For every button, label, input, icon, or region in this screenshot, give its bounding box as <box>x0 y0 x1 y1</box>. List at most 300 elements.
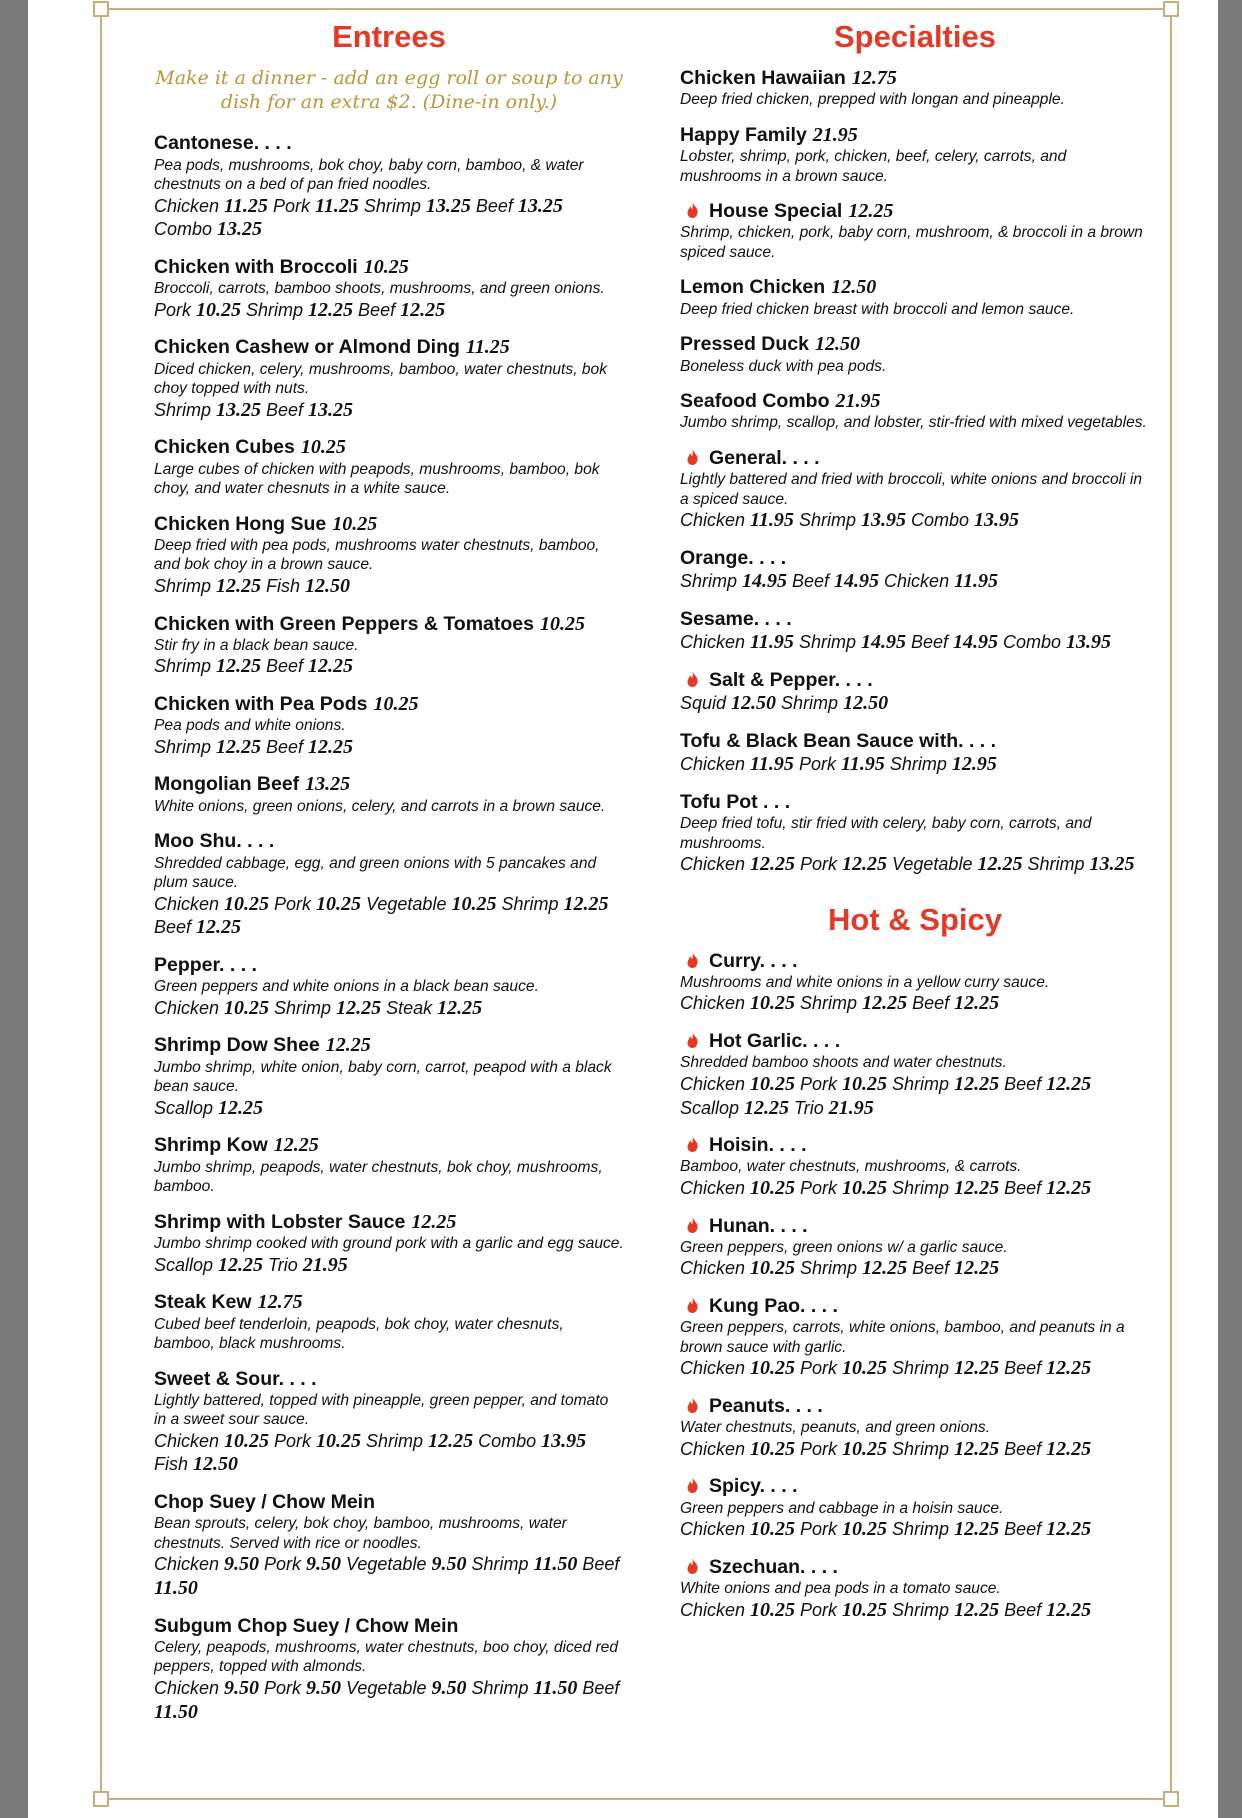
option-label: Chicken <box>680 1358 751 1379</box>
option-price: 12.25 <box>954 1257 1000 1280</box>
option-price: 12.25 <box>437 996 483 1019</box>
item-name: Curry. . . . <box>709 949 798 972</box>
option-label: Shrimp <box>793 510 861 531</box>
option-label: Shrimp <box>887 1073 955 1094</box>
item-name-line <box>680 1395 1150 1418</box>
item-options <box>154 1677 624 1724</box>
option-label: Shrimp <box>887 1519 955 1540</box>
item-options <box>680 692 1150 716</box>
flame-icon <box>686 1397 699 1413</box>
option-label: Pork <box>795 1358 843 1379</box>
item-name: Salt & Pepper. . . . <box>709 668 873 691</box>
item-options <box>154 1097 624 1121</box>
menu-item <box>680 200 1150 262</box>
item-options <box>680 509 1150 533</box>
item-name: Szechuan. . . . <box>709 1555 838 1578</box>
item-name: Orange. . . . <box>680 546 787 569</box>
item-name: House Special <box>709 199 843 222</box>
option-label: Shrimp <box>241 299 309 320</box>
item-name-line <box>154 693 624 716</box>
item-description: Bamboo, water chestnuts, mushrooms, & carrots. <box>680 1158 1022 1176</box>
item-description: Shrimp, chicken, pork, baby corn, mushroom, & broccoli in a brown spiced sauce. <box>680 224 1143 261</box>
option-price: 10.25 <box>224 996 270 1019</box>
item-name: Lemon Chicken <box>680 276 826 299</box>
option-label: Shrimp <box>795 1258 863 1279</box>
option-price: 9.50 <box>306 1553 342 1576</box>
option-price: 11.50 <box>533 1553 578 1576</box>
option-label: Chicken <box>879 571 955 592</box>
option-label: Chicken <box>154 1554 225 1575</box>
option-price: 10.25 <box>750 1518 796 1541</box>
option-label: Chicken <box>154 997 225 1018</box>
frame-corner <box>1163 1 1179 17</box>
menu-item <box>154 1491 624 1601</box>
item-options <box>154 1430 624 1477</box>
item-options <box>680 1073 1150 1120</box>
option-label: Trio <box>789 1097 829 1118</box>
option-label: Shrimp <box>466 1677 534 1698</box>
option-label: Shrimp <box>154 656 217 677</box>
menu-item <box>680 333 1150 376</box>
item-description: Green peppers and white onions in a black bean sauce. <box>154 978 539 996</box>
option-price: 10.25 <box>750 1437 796 1460</box>
menu-item <box>154 1291 624 1353</box>
item-description: White onions, green onions, celery, and carrots in a brown sauce. <box>154 797 606 815</box>
item-name-line <box>154 830 624 853</box>
option-label: Fish <box>154 1454 194 1475</box>
item-price: 21.95 <box>835 390 881 413</box>
option-price: 12.25 <box>308 298 354 321</box>
item-description: Pea pods and white onions. <box>154 717 346 735</box>
option-price: 12.25 <box>308 655 354 678</box>
option-label: Squid <box>680 693 732 714</box>
item-price: 10.25 <box>332 512 378 535</box>
option-label: Shrimp <box>269 997 337 1018</box>
menu-item <box>154 132 624 242</box>
option-label: Shrimp <box>1022 854 1090 875</box>
option-label: Beef <box>154 917 197 938</box>
option-price: 13.25 <box>308 398 354 421</box>
option-price: 12.25 <box>954 1072 1000 1095</box>
item-name: Hunan. . . . <box>709 1214 808 1237</box>
item-price: 12.25 <box>411 1210 457 1233</box>
item-options <box>154 893 624 940</box>
option-price: 12.50 <box>193 1453 239 1476</box>
option-price: 12.25 <box>1046 1072 1092 1095</box>
option-label: Pork <box>795 1438 843 1459</box>
option-price: 12.25 <box>308 735 354 758</box>
item-options <box>680 853 1150 877</box>
item-options <box>680 570 1150 594</box>
option-label: Beef <box>999 1599 1047 1620</box>
flame-icon <box>686 202 699 218</box>
menu-item <box>680 730 1150 777</box>
option-price: 10.25 <box>842 1437 888 1460</box>
option-label: Shrimp <box>496 893 564 914</box>
option-price: 10.25 <box>842 1598 888 1621</box>
item-price: 12.75 <box>851 66 897 89</box>
option-label: Shrimp <box>358 195 426 216</box>
option-price: 10.25 <box>750 992 796 1015</box>
item-description: Boneless duck with pea pods. <box>680 357 887 375</box>
menu-item <box>680 669 1150 716</box>
option-label: Pork <box>269 893 317 914</box>
flame-icon <box>686 1136 699 1152</box>
option-label: Chicken <box>680 1438 751 1459</box>
option-price: 12.25 <box>954 1176 1000 1199</box>
item-description: Shredded bamboo shoots and water chestnuts. <box>680 1054 1007 1072</box>
dinner-note: Make it a dinner - add an egg roll or soup to any dish for an extra $2. (Dine-in only.) <box>155 66 623 113</box>
option-label: Beef <box>470 195 518 216</box>
option-price: 9.50 <box>431 1676 467 1699</box>
option-label: Chicken <box>680 1519 751 1540</box>
item-price: 12.25 <box>273 1134 319 1157</box>
right-column <box>680 18 1150 1636</box>
specialties-title: Specialties <box>834 19 996 54</box>
item-options <box>154 195 624 242</box>
option-label: Chicken <box>680 1073 751 1094</box>
option-price: 10.25 <box>750 1176 796 1199</box>
item-name: Pepper. . . . <box>154 953 257 976</box>
item-description: Shredded cabbage, egg, and green onions with 5 pancakes and plum sauce. <box>154 854 597 892</box>
specialties-list <box>680 67 1150 877</box>
option-label: Pork <box>269 1430 317 1451</box>
item-name-line <box>680 1030 1150 1053</box>
option-price: 12.25 <box>842 853 888 876</box>
item-options <box>154 1254 624 1278</box>
flame-icon <box>686 1477 699 1493</box>
item-description: Jumbo shrimp cooked with ground pork with a garlic and egg sauce. <box>154 1235 624 1253</box>
menu-item <box>680 276 1150 319</box>
item-description: Stir fry in a black bean sauce. <box>154 636 359 654</box>
item-name: Subgum Chop Suey / Chow Mein <box>154 1614 459 1637</box>
item-name: Chicken with Broccoli <box>154 255 358 278</box>
item-name-line <box>154 1491 624 1514</box>
menu-item <box>154 954 624 1020</box>
flame-icon <box>686 952 699 968</box>
menu-item <box>680 390 1150 433</box>
option-label: Shrimp <box>884 754 952 775</box>
item-name: Seafood Combo <box>680 390 830 413</box>
item-description: Jumbo shrimp, scallop, and lobster, stir-fried with mixed vegetables. <box>680 414 1147 432</box>
item-name-line <box>154 256 624 279</box>
option-price: 13.25 <box>1089 853 1135 876</box>
option-price: 10.25 <box>842 1518 888 1541</box>
item-description: Lightly battered and fried with broccoli, white onions and broccoli in a spiced sauce. <box>680 471 1143 508</box>
menu-item <box>680 1134 1150 1200</box>
menu-item <box>154 1368 624 1478</box>
option-price: 10.25 <box>750 1072 796 1095</box>
item-name: Mongolian Beef <box>154 773 300 796</box>
flame-icon <box>686 671 699 687</box>
option-label: Beef <box>999 1438 1047 1459</box>
option-price: 13.25 <box>217 218 263 241</box>
option-price: 13.95 <box>541 1429 587 1452</box>
option-label: Beef <box>787 571 835 592</box>
menu-item <box>154 1615 624 1725</box>
option-price: 9.50 <box>431 1553 467 1576</box>
item-name: Kung Pao. . . . <box>709 1295 838 1318</box>
item-description: Deep fried chicken, prepped with longan and pineapple. <box>680 91 1065 109</box>
item-name-line <box>680 124 1150 147</box>
option-price: 12.25 <box>216 574 262 597</box>
option-price: 12.25 <box>750 853 796 876</box>
item-name-line <box>680 547 1150 570</box>
option-label: Chicken <box>154 1430 225 1451</box>
option-price: 11.95 <box>750 509 794 532</box>
item-name: Sesame. . . . <box>680 607 792 630</box>
option-price: 13.25 <box>517 194 563 217</box>
option-price: 14.95 <box>953 631 998 654</box>
menu-page <box>28 0 1218 1818</box>
option-price: 11.95 <box>750 631 794 654</box>
menu-item <box>680 608 1150 655</box>
menu-item <box>680 791 1150 877</box>
option-label: Pork <box>795 1519 843 1540</box>
frame-corner <box>1163 1791 1179 1807</box>
option-label: Shrimp <box>795 993 863 1014</box>
option-price: 12.25 <box>1046 1176 1092 1199</box>
option-price: 12.25 <box>1046 1598 1092 1621</box>
menu-item <box>680 447 1150 533</box>
option-label: Chicken <box>680 754 751 775</box>
option-label: Pork <box>259 1554 307 1575</box>
flame-icon <box>686 449 699 465</box>
item-description: White onions and pea pods in a tomato sauce. <box>680 1580 1001 1598</box>
item-name-line <box>680 447 1150 470</box>
item-price: 10.25 <box>363 255 409 278</box>
option-price: 11.95 <box>750 753 794 776</box>
item-price: 11.25 <box>465 336 510 359</box>
menu-item <box>154 436 624 498</box>
option-label: Pork <box>259 1677 307 1698</box>
item-description: Lightly battered, topped with pineapple, green pepper, and tomato in a sweet sour sauce. <box>154 1391 609 1429</box>
item-description: Water chestnuts, peanuts, and green onions. <box>680 1419 991 1437</box>
item-name: Chicken Cashew or Almond Ding <box>154 336 460 359</box>
option-price: 11.95 <box>840 753 885 776</box>
option-label: Trio <box>263 1254 303 1275</box>
menu-item <box>154 256 624 322</box>
option-price: 13.95 <box>860 509 906 532</box>
option-price: 12.25 <box>862 1257 908 1280</box>
option-label: Pork <box>795 1073 843 1094</box>
option-price: 10.25 <box>842 1072 888 1095</box>
option-label: Beef <box>261 399 309 420</box>
item-price: 12.50 <box>815 333 860 356</box>
option-price: 10.25 <box>316 892 362 915</box>
option-label: Chicken <box>680 1177 751 1198</box>
item-options <box>154 736 624 760</box>
item-name-line <box>154 954 624 977</box>
option-price: 12.25 <box>1046 1357 1092 1380</box>
item-name-line <box>154 1034 624 1057</box>
item-name: Sweet & Sour. . . . <box>154 1367 317 1390</box>
option-price: 11.95 <box>954 570 998 593</box>
item-description: Deep fried with pea pods, mushrooms water chestnuts, bamboo, and bok choy in a brown sauce. <box>154 536 600 574</box>
option-price: 12.50 <box>731 692 777 715</box>
item-name: Shrimp Dow Shee <box>154 1034 320 1057</box>
option-price: 12.25 <box>1046 1437 1092 1460</box>
menu-item <box>680 1475 1150 1541</box>
option-label: Shrimp <box>680 571 743 592</box>
menu-item <box>680 547 1150 594</box>
item-name-line <box>680 669 1150 692</box>
option-label: Shrimp <box>887 1599 955 1620</box>
option-price: 10.25 <box>316 1429 362 1452</box>
option-price: 14.95 <box>742 570 788 593</box>
option-label: Combo <box>154 219 218 240</box>
option-price: 12.25 <box>1046 1518 1092 1541</box>
option-price: 12.25 <box>954 1357 1000 1380</box>
item-options <box>154 299 624 323</box>
item-name-line <box>154 1291 624 1314</box>
menu-item <box>680 950 1150 1016</box>
item-name: Pressed Duck <box>680 333 809 356</box>
item-options <box>680 1357 1150 1381</box>
option-label: Beef <box>999 1073 1047 1094</box>
item-name: Spicy. . . . <box>709 1475 798 1498</box>
option-label: Beef <box>577 1554 620 1575</box>
option-price: 10.25 <box>842 1357 888 1380</box>
option-price: 14.95 <box>834 570 880 593</box>
option-label: Chicken <box>680 510 751 531</box>
entrees-title: Entrees <box>332 19 446 54</box>
option-label: Shrimp <box>154 399 217 420</box>
option-price: 12.25 <box>196 916 242 939</box>
menu-item <box>680 1395 1150 1461</box>
option-price: 12.25 <box>977 853 1023 876</box>
option-price: 12.50 <box>305 574 351 597</box>
item-name: Tofu Pot . . . <box>680 790 791 813</box>
item-options <box>680 1438 1150 1462</box>
option-price: 10.25 <box>750 1598 796 1621</box>
option-label: Shrimp <box>361 1430 429 1451</box>
item-options <box>680 753 1150 777</box>
item-description: Jumbo shrimp, white onion, baby corn, carrot, peapod with a black bean sauce. <box>154 1058 612 1096</box>
option-label: Chicken <box>680 993 751 1014</box>
item-name-line <box>680 1556 1150 1579</box>
item-description: Celery, peapods, mushrooms, water chestnuts, boo choy, diced red peppers, topped with almonds. <box>154 1638 619 1676</box>
option-price: 13.25 <box>216 398 262 421</box>
item-description: Deep fried chicken breast with broccoli and lemon sauce. <box>680 300 1075 318</box>
flame-icon <box>686 1217 699 1233</box>
item-name-line <box>680 390 1150 413</box>
item-name: Chicken with Pea Pods <box>154 693 368 715</box>
item-options <box>680 1518 1150 1542</box>
item-name-line <box>680 608 1150 631</box>
option-price: 10.25 <box>451 892 497 915</box>
option-label: Steak <box>381 997 438 1018</box>
option-label: Beef <box>999 1519 1047 1540</box>
item-name: Shrimp with Lobster Sauce <box>154 1210 406 1233</box>
option-label: Beef <box>999 1358 1047 1379</box>
item-price: 12.25 <box>848 199 894 222</box>
menu-item <box>680 1215 1150 1281</box>
option-price: 12.25 <box>563 892 609 915</box>
item-name-line <box>154 1615 624 1638</box>
flame-icon <box>686 1297 699 1313</box>
item-options <box>680 1599 1150 1623</box>
option-label: Scallop <box>680 1097 745 1118</box>
option-price: 12.25 <box>218 1096 264 1119</box>
option-label: Shrimp <box>154 575 217 596</box>
option-price: 11.25 <box>314 194 359 217</box>
item-name-line <box>680 1134 1150 1157</box>
option-price: 11.50 <box>533 1676 578 1699</box>
menu-item <box>680 67 1150 110</box>
item-name: Shrimp Kow <box>154 1134 268 1157</box>
option-label: Shrimp <box>887 1438 955 1459</box>
item-name: General. . . . <box>709 446 820 469</box>
option-label: Pork <box>795 854 843 875</box>
item-name-line <box>680 730 1150 753</box>
item-name-line <box>680 276 1150 299</box>
item-name-line <box>680 333 1150 356</box>
option-label: Combo <box>905 510 974 531</box>
item-name-line <box>154 613 624 636</box>
item-name: Chicken Hawaiian <box>680 66 846 89</box>
option-price: 12.25 <box>428 1429 474 1452</box>
option-label: Pork <box>154 299 197 320</box>
option-price: 10.25 <box>750 1257 796 1280</box>
option-label: Pork <box>267 195 315 216</box>
menu-item <box>154 830 624 940</box>
item-name-line <box>154 513 624 536</box>
item-name: Chicken Cubes <box>154 436 295 459</box>
option-label: Beef <box>905 632 953 653</box>
option-price: 12.95 <box>951 753 997 776</box>
item-price: 10.25 <box>539 612 585 635</box>
item-name-line <box>154 436 624 459</box>
option-label: Pork <box>793 754 841 775</box>
item-name-line <box>154 773 624 796</box>
item-name-line <box>154 336 624 359</box>
option-label: Beef <box>353 299 401 320</box>
option-label: Shrimp <box>887 1358 955 1379</box>
option-price: 12.25 <box>216 735 262 758</box>
item-name-line <box>680 1295 1150 1318</box>
item-description: Large cubes of chicken with peapods, mushrooms, bamboo, bok choy, and water chesnuts in a white sauce. <box>154 460 600 498</box>
option-label: Combo <box>998 632 1067 653</box>
option-price: 21.95 <box>302 1253 348 1276</box>
option-price: 13.25 <box>425 194 471 217</box>
item-name-line <box>154 132 624 155</box>
menu-item <box>154 1211 624 1277</box>
option-price: 11.50 <box>154 1577 198 1599</box>
option-label: Pork <box>795 1599 843 1620</box>
option-price: 12.25 <box>216 655 262 678</box>
item-price: 10.25 <box>373 693 419 715</box>
frame-corner <box>93 1791 109 1807</box>
item-options <box>680 631 1150 655</box>
item-price: 21.95 <box>812 123 858 146</box>
option-price: 12.25 <box>954 1598 1000 1621</box>
item-name: Chicken Hong Sue <box>154 512 327 535</box>
item-options <box>680 992 1150 1016</box>
menu-item <box>680 1295 1150 1381</box>
option-price: 10.25 <box>224 892 270 915</box>
item-options <box>154 1553 624 1600</box>
option-label: Vegetable <box>887 854 978 875</box>
menu-item <box>154 513 624 599</box>
option-label: Combo <box>473 1430 542 1451</box>
option-price: 9.50 <box>224 1676 260 1699</box>
option-label: Chicken <box>154 893 225 914</box>
item-name-line <box>680 200 1150 223</box>
option-label: Scallop <box>154 1254 219 1275</box>
item-name-line <box>680 1475 1150 1498</box>
option-price: 14.95 <box>860 631 906 654</box>
